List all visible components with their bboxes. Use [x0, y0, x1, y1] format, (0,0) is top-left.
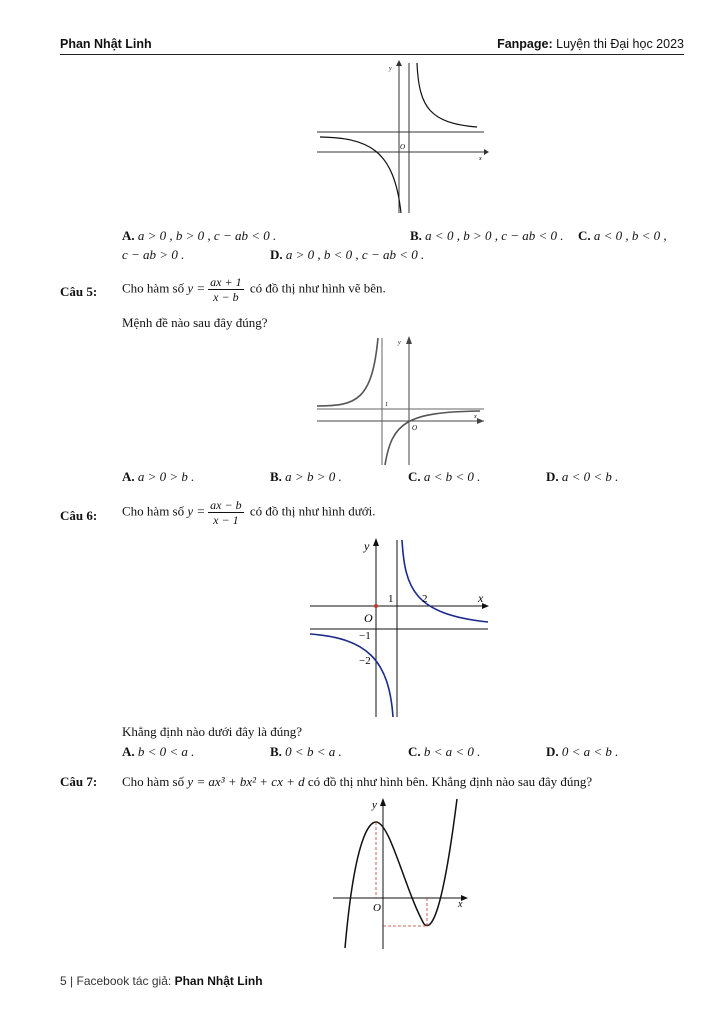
header-fanpage	[497, 37, 684, 51]
q5-option-a[interactable]: A. a > 0 > b .	[122, 469, 195, 484]
q6-option-b[interactable]: B. 0 < b < a .	[270, 744, 342, 759]
q6-option-d[interactable]: D. 0 < a < b .	[546, 744, 619, 759]
q4-option-d[interactable]: D. a > 0 , b < 0 , c − ab < 0 .	[270, 247, 425, 262]
q6-label: Câu 6:	[60, 508, 98, 523]
footer-page-number: 5	[60, 974, 67, 988]
q4-option-a[interactable]: A. a > 0 , b > 0 , c − ab < 0 .	[122, 228, 277, 243]
q4-x-label: x	[479, 156, 482, 162]
q6-neg-two-label: −2	[359, 655, 371, 667]
q6-one-label: 1	[388, 593, 394, 605]
q6-outro: có đồ thị như hình dưới.	[249, 503, 376, 519]
q5-graph	[312, 330, 492, 470]
footer-author-link[interactable]: Phan Nhật Linh	[174, 974, 263, 988]
q5-label: Câu 5:	[60, 284, 98, 299]
q4-option-c[interactable]: C. a < 0 , b < 0 ,	[578, 228, 667, 243]
q4-curve-left	[320, 137, 401, 213]
q6-origin-label: O	[364, 611, 373, 625]
q4-y-arrow-icon	[396, 60, 402, 66]
q4-x-arrow-icon	[484, 149, 489, 155]
q5-prompt: Mệnh đề nào sau đây đúng?	[122, 315, 268, 330]
q6-curve-right	[402, 540, 488, 622]
fanpage-value: Luyện thi Đại học 2023	[556, 37, 684, 51]
header-author: Phan Nhật Linh	[60, 37, 152, 51]
q4-origin-label: O	[400, 143, 406, 151]
q5-y-arrow-icon	[406, 336, 412, 344]
q7-label: Câu 7:	[60, 774, 98, 789]
q7-x-label: x	[458, 899, 463, 910]
q5-func-prefix: y =	[187, 280, 206, 296]
q5-question	[122, 275, 386, 304]
q5-fraction: $\frac{ax + 1}{x - b}$	[210, 275, 242, 304]
q6-x-label: x	[478, 591, 484, 605]
q7-y-label: y	[372, 799, 377, 811]
footer-separator: |	[70, 974, 74, 988]
q5-intro: Cho hàm số	[122, 280, 185, 296]
q5-outro: có đồ thị như hình vẽ bên.	[249, 280, 386, 296]
fanpage-label: Fanpage:	[497, 37, 553, 51]
q5-one-label: 1	[385, 402, 388, 408]
q6-prompt: Khẳng định nào dưới đây là đúng?	[122, 724, 302, 739]
q6-y-label: y	[364, 539, 370, 553]
q6-graph	[306, 534, 496, 719]
header-divider	[60, 54, 684, 55]
q6-question	[122, 498, 376, 527]
q5-curve-left	[317, 338, 378, 406]
q6-intro: Cho hàm số	[122, 503, 185, 519]
q4-option-c-cont: c − ab > 0 .	[122, 247, 185, 262]
q6-origin-dot	[374, 604, 378, 608]
q5-y-label: y	[398, 340, 401, 346]
q5-x-label: x	[474, 414, 477, 420]
q6-two-label: 2	[422, 593, 428, 605]
q5-curve-right	[385, 411, 480, 465]
q6-fraction: $\frac{ax - b}{x - 1}$	[210, 498, 242, 527]
q5-option-d[interactable]: D. a < 0 < b .	[546, 469, 619, 484]
q4-curve-right	[417, 63, 477, 127]
q7-origin-label: O	[373, 902, 381, 914]
q6-option-c[interactable]: C. b < a < 0 .	[408, 744, 481, 759]
q7-question	[122, 774, 592, 790]
q7-outro: có đồ thị như hình bên. Khẳng định nào sau đây đúng?	[307, 774, 593, 789]
q4-graph	[312, 58, 492, 218]
q7-intro: Cho hàm số	[122, 774, 185, 789]
footer-label: Facebook tác giả:	[76, 974, 172, 988]
q5-option-c[interactable]: C. a < b < 0 .	[408, 469, 481, 484]
q6-y-arrow-icon	[373, 538, 379, 546]
footer	[60, 974, 263, 988]
q6-curve-left	[310, 634, 393, 717]
q6-neg-one-label: −1	[359, 630, 371, 642]
q6-option-a[interactable]: A. b < 0 < a .	[122, 744, 195, 759]
q4-y-label: y	[389, 66, 392, 72]
q7-y-arrow-icon	[380, 798, 386, 806]
q6-func-prefix: y =	[187, 503, 206, 519]
q4-option-b[interactable]: B. a < 0 , b > 0 , c − ab < 0 .	[410, 228, 564, 243]
q5-option-b[interactable]: B. a > b > 0 .	[270, 469, 342, 484]
q7-graph	[330, 794, 475, 954]
q5-origin-label: O	[412, 424, 418, 432]
q5-x-arrow-icon	[477, 418, 484, 424]
q7-func: y = ax³ + bx² + cx + d	[187, 774, 305, 789]
